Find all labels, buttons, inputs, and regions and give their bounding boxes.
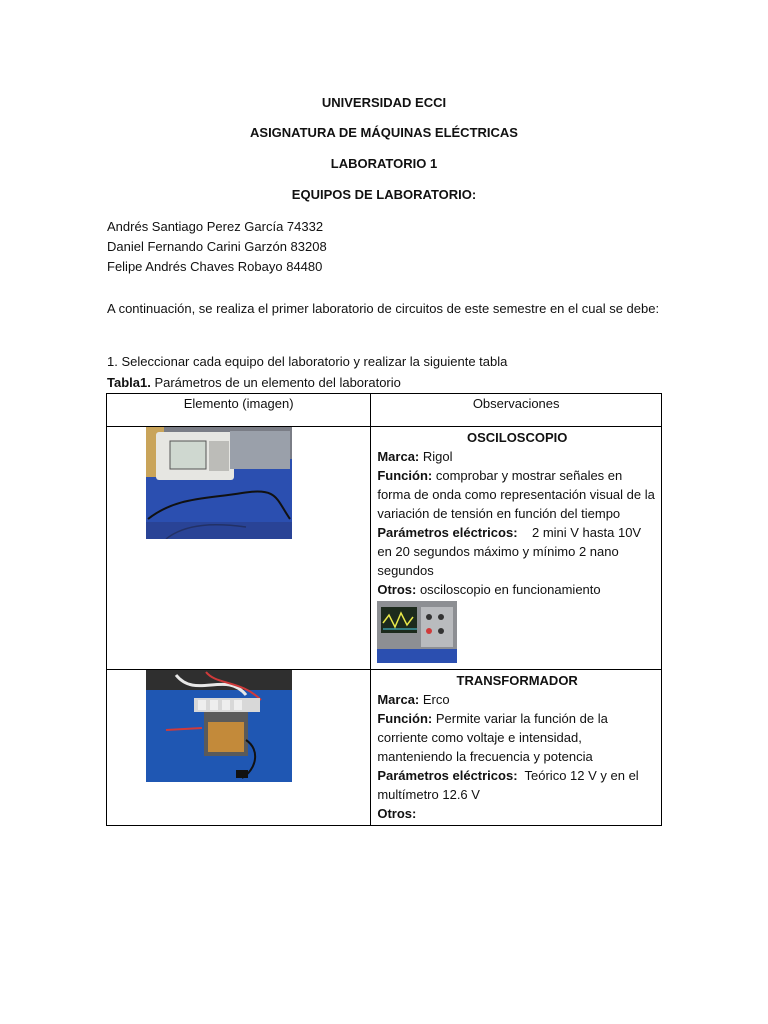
oscilloscope-image-cell [107,427,371,670]
function-label: Función: [377,711,433,726]
author-3: Felipe Andrés Chaves Robayo 84480 [107,259,323,274]
others-value: osciloscopio en funcionamiento [416,582,601,597]
oscilloscope-observations [371,427,662,670]
transformer-others [377,804,657,823]
transformer-params [377,766,657,804]
oscilloscope-running-photo [377,601,457,663]
equipment-table [106,393,662,826]
oscilloscope-params [377,523,657,580]
caption-text: Parámetros de un elemento del laboratorio [150,375,401,390]
params-value: 2 mini V hasta 10V en 20 segundos máximo y mínimo 2 nano segundos [377,525,645,578]
table-row [107,427,662,670]
function-label: Función: [377,468,433,483]
others-label: Otros: [377,806,417,821]
oscilloscope-title: OSCILOSCOPIO [466,430,568,445]
brand-label: Marca: [377,692,420,707]
caption-label: Tabla1. [107,375,151,390]
transformer-function [377,709,657,766]
oscilloscope-function [377,466,657,523]
oscilloscope-photo [146,427,292,539]
table-caption [107,375,401,390]
others-label: Otros: [377,582,417,597]
author-2: Daniel Fernando Carini Garzón 83208 [107,239,327,254]
brand-value: Rigol [419,449,453,464]
params-label: Parámetros eléctricos: [377,768,518,783]
transformer-image-cell [107,670,371,826]
table-header-row [107,394,662,427]
function-value: Permite variar la función de la corriente como voltaje e intensidad, manteniendo la frecuencia y potencia [377,711,608,764]
brand-value: Erco [419,692,450,707]
intro-paragraph: A continuación, se realiza el primer laboratorio de circuitos de este semestre en el cual se debe: [107,301,660,316]
subject-heading: ASIGNATURA DE MÁQUINAS ELÉCTRICAS [250,125,518,140]
topic-heading: EQUIPOS DE LABORATORIO: [291,187,477,202]
transformer-observations [371,670,662,826]
lab-heading: LABORATORIO 1 [330,156,438,171]
table-row [107,670,662,826]
university-heading: UNIVERSIDAD ECCI [321,95,447,110]
header-observations: Observaciones [371,394,662,427]
params-value: Teórico 12 V y en el multímetro 12.6 V [377,768,643,802]
oscilloscope-others [377,580,657,599]
transformer-brand [377,690,657,709]
function-value: comprobar y mostrar señales en forma de onda como representación visual de la variación de tensión en función del tiempo [377,468,655,521]
oscilloscope-brand [377,447,657,466]
brand-label: Marca: [377,449,420,464]
author-1: Andrés Santiago Perez García 74332 [107,219,324,234]
transformer-title: TRANSFORMADOR [456,673,578,688]
header-element: Elemento (imagen) [107,394,371,427]
step-1: 1. Seleccionar cada equipo del laboratorio y realizar la siguiente tabla [107,354,508,369]
transformer-photo [146,670,292,782]
params-label: Parámetros eléctricos: [377,525,518,540]
